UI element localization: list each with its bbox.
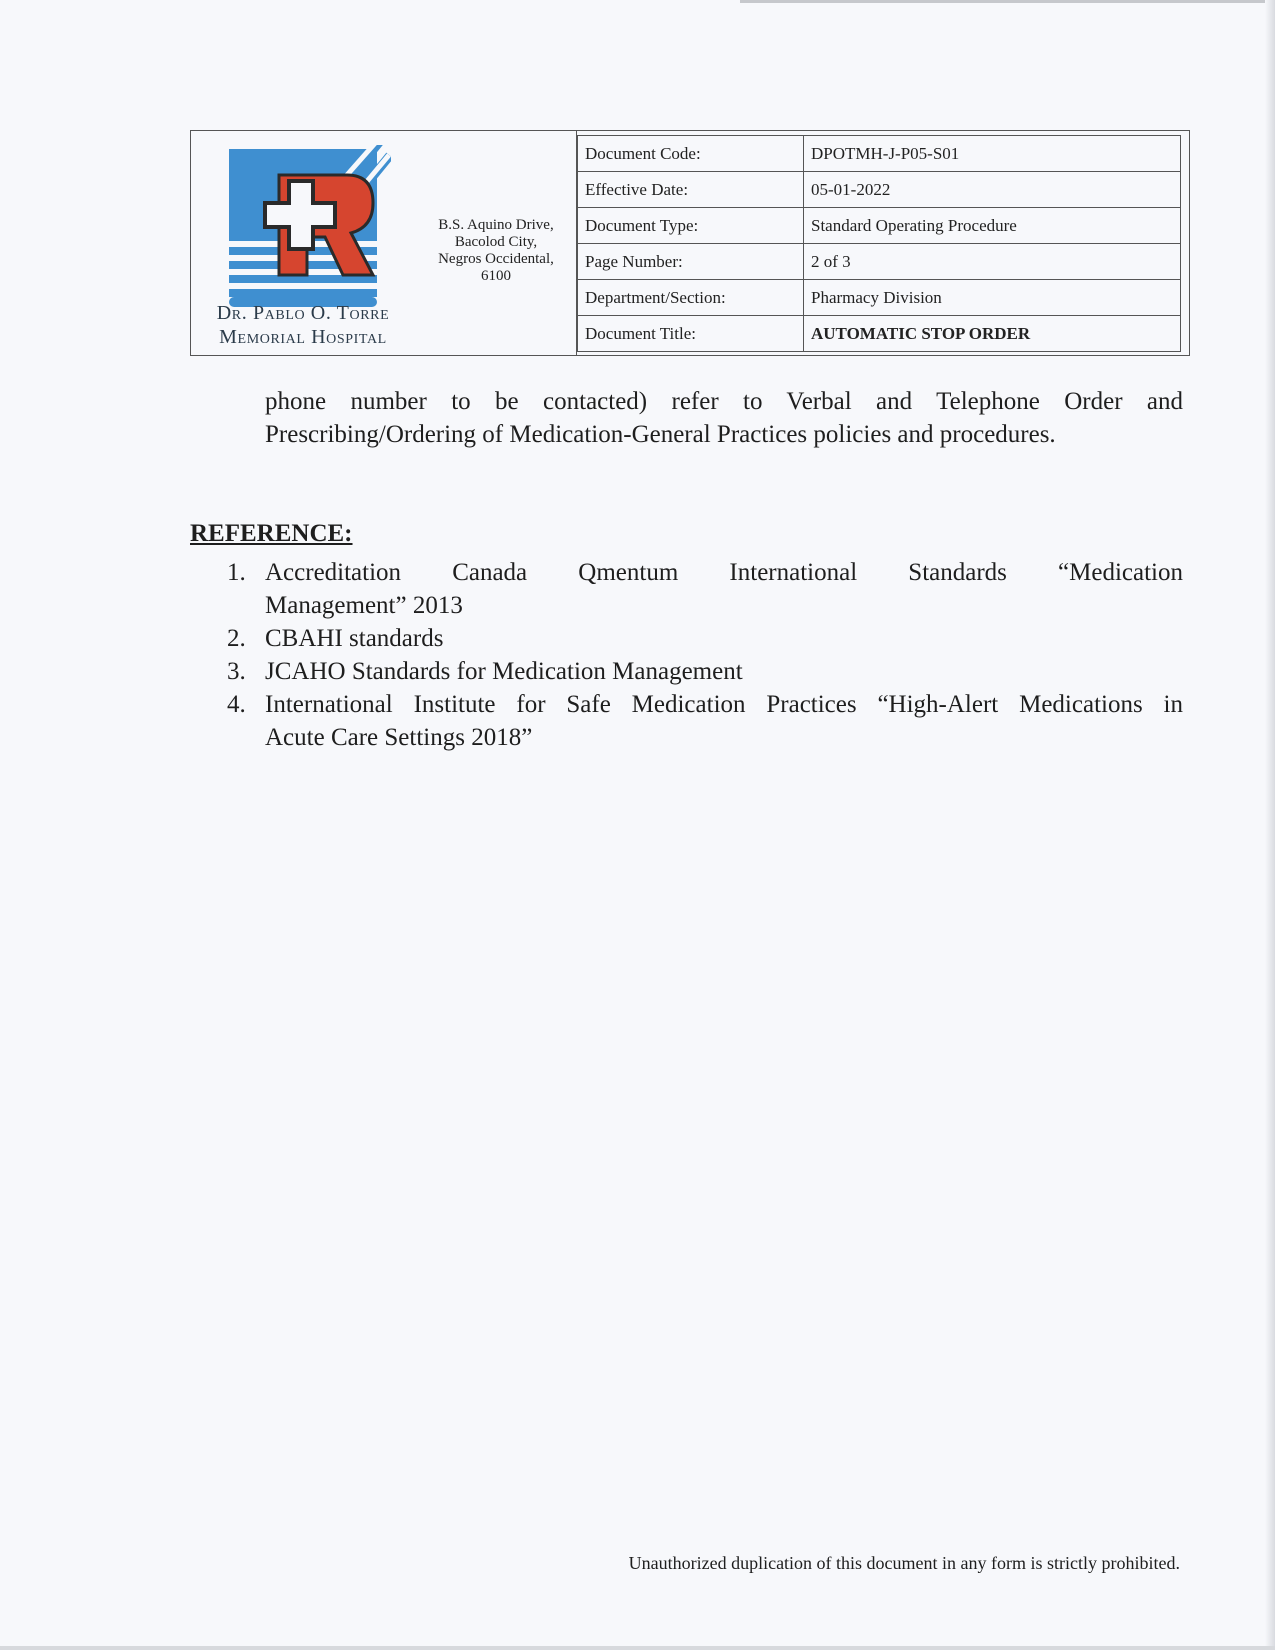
- meta-row-document-title: [578, 316, 1181, 352]
- list-item-number: 4.: [227, 691, 246, 718]
- meta-value: Pharmacy Division: [804, 280, 1181, 316]
- list-item: [190, 688, 1183, 754]
- meta-label: Page Number:: [578, 244, 804, 280]
- list-item-text: Acute Care Settings 2018”: [265, 724, 533, 751]
- list-item-text: International Institute for Safe Medication Practices “High-Alert Medications in: [265, 691, 1183, 718]
- meta-value-title: AUTOMATIC STOP ORDER: [804, 316, 1181, 352]
- list-item-number: 2.: [227, 625, 246, 652]
- body-line: Prescribing/Ordering of Medication-General Practices policies and procedures.: [265, 421, 1056, 448]
- list-item-number: 3.: [227, 658, 246, 685]
- meta-label: Effective Date:: [578, 172, 804, 208]
- meta-row-department: [578, 280, 1181, 316]
- address-line: B.S. Aquino Drive,: [438, 217, 554, 233]
- meta-row-document-code: [578, 136, 1181, 172]
- page-edge-right: [1265, 0, 1275, 1650]
- meta-label: Document Type:: [578, 208, 804, 244]
- document-header: [190, 130, 1190, 356]
- meta-row-effective-date: [578, 172, 1181, 208]
- meta-value: 2 of 3: [804, 244, 1181, 280]
- meta-value: Standard Operating Procedure: [804, 208, 1181, 244]
- list-item-text: Management” 2013: [265, 592, 463, 619]
- meta-value: DPOTMH-J-P05-S01: [804, 136, 1181, 172]
- meta-row-page-number: [578, 244, 1181, 280]
- meta-row-document-type: [578, 208, 1181, 244]
- list-item: [190, 556, 1183, 622]
- hospital-logo-icon: [227, 145, 391, 309]
- address-cell: [415, 131, 577, 355]
- logo-cell: [191, 131, 415, 355]
- reference-heading: REFERENCE:: [190, 520, 353, 547]
- list-item-text: Accreditation Canada Qmentum International Standards “Medication: [265, 559, 1183, 586]
- list-item-text: JCAHO Standards for Medication Management: [265, 658, 743, 685]
- address-line: Negros Occidental,: [438, 251, 554, 267]
- meta-label: Document Title:: [578, 316, 804, 352]
- meta-value: 05-01-2022: [804, 172, 1181, 208]
- address-line: 6100: [481, 268, 511, 284]
- address-line: Bacolod City,: [454, 234, 538, 250]
- hospital-name: [191, 301, 415, 349]
- document-meta-table: [577, 135, 1181, 352]
- body-line: phone number to be contacted) refer to Verbal and Telephone Order and: [265, 388, 1183, 415]
- page-edge-bottom: [0, 1646, 1275, 1650]
- list-item: [190, 655, 1183, 688]
- meta-label: Department/Section:: [578, 280, 804, 316]
- list-item: [190, 622, 1183, 655]
- footer-note: Unauthorized duplication of this document in any form is strictly prohibited.: [628, 1553, 1180, 1573]
- list-item-number: 1.: [227, 559, 246, 586]
- hospital-address: [415, 217, 577, 285]
- body-paragraph: [265, 385, 1183, 451]
- hospital-name-line1: Dr. Pablo O. Torre: [216, 302, 390, 324]
- list-item-text: CBAHI standards: [265, 625, 444, 652]
- reference-list: [190, 556, 1183, 754]
- meta-label: Document Code:: [578, 136, 804, 172]
- page-edge-top: [740, 0, 1275, 3]
- hospital-name-line2: Memorial Hospital: [219, 326, 387, 348]
